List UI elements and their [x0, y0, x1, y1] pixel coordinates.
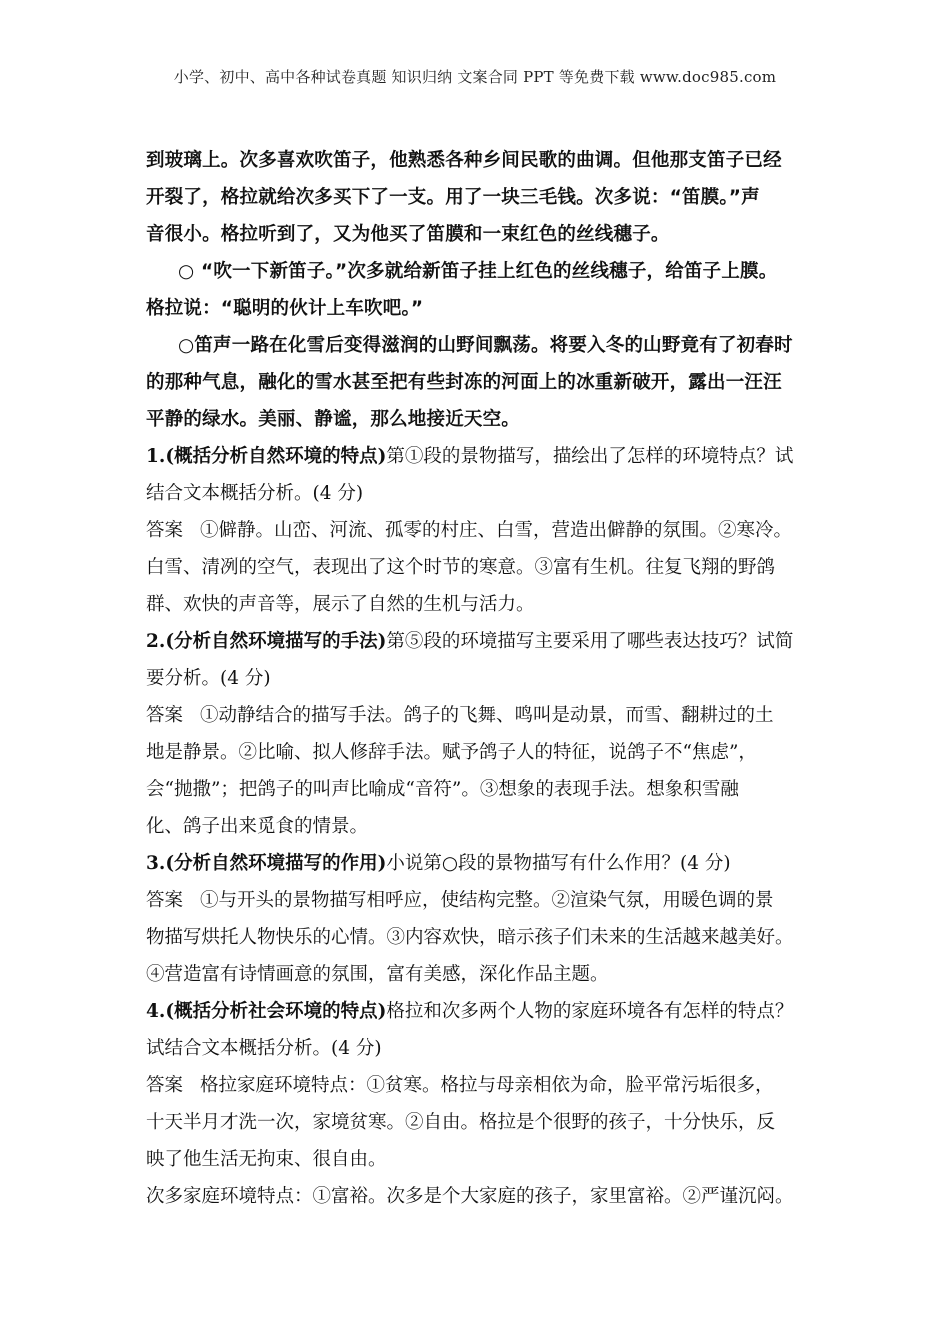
question-prompt: 1.(概括分析自然环境的特点)第①段的景物描写，描绘出了怎样的环境特点？试 [146, 446, 794, 467]
answer-text: ①僻静。山峦、河流、孤零的村庄、白雪，营造出僻静的氛围。②寒冷。 [200, 520, 793, 541]
answer-text: 物描写烘托人物快乐的心情。③内容欢快，暗示孩子们未来的生活越来越美好。 [146, 927, 794, 948]
answer-text: 地是静景。②比喻、拟人修辞手法。赋予鸽子人的特征，说鸽子不“焦虑”， [146, 742, 757, 763]
answer-text: 格拉家庭环境特点：①贫寒。格拉与母亲相依为命，脸平常污垢很多， [200, 1075, 774, 1096]
answer-line [146, 1067, 822, 1104]
question-text-cont: 试结合文本概括分析。(4 分) [146, 1038, 382, 1059]
question-4 [146, 993, 822, 1215]
text-line: ○ “吹一下新笛子。”次多就给新笛子挂上红色的丝线穗子，给笛子上膜。 [178, 261, 778, 282]
question-1 [146, 438, 822, 623]
answer-text: 映了他生活无拘束、很自由。 [146, 1149, 387, 1170]
question-tag: (分析自然环境描写的手法) [165, 631, 387, 652]
answer-label: 答案 [146, 1075, 184, 1096]
question-tag: (概括分析社会环境的特点) [165, 1001, 387, 1022]
story-paragraph-2 [146, 253, 822, 327]
answer-label: 答案 [146, 520, 184, 541]
text-line: 到玻璃上。次多喜欢吹笛子，他熟悉各种乡间民歌的曲调。但他那支笛子已经 [146, 150, 782, 171]
question-text: 第①段的景物描写，描绘出了怎样的环境特点？试 [386, 446, 794, 467]
answer-text: 化、鸽子出来觅食的情景。 [146, 816, 369, 837]
question-text-cont: 结合文本概括分析。(4 分) [146, 483, 364, 504]
question-number: 4 [146, 1001, 159, 1022]
question-prompt: 3.(分析自然环境描写的作用)小说第○段的景物描写有什么作用？(4 分) [146, 853, 731, 874]
text-line: 开裂了，格拉就给次多买下了一支。用了一块三毛钱。次多说：“笛膜。”声 [146, 187, 760, 208]
answer-label: 答案 [146, 705, 184, 726]
answer-line [146, 512, 822, 549]
question-text: 小说第○段的景物描写有什么作用？(4 分) [386, 853, 731, 874]
answer-text: ④营造富有诗情画意的氛围，富有美感，深化作品主题。 [146, 964, 609, 985]
question-3 [146, 845, 822, 993]
question-prompt: 2.(分析自然环境描写的手法)第⑤段的环境描写主要采用了哪些表达技巧？试简 [146, 631, 794, 652]
page-header-banner: 小学、初中、高中各种试卷真题 知识归纳 文案合同 PPT 等免费下载 www.doc985.com [173, 68, 777, 86]
question-text-cont: 要分析。(4 分) [146, 668, 271, 689]
answer-line [146, 882, 822, 919]
question-tag: (概括分析自然环境的特点) [165, 446, 387, 467]
question-number: 3 [146, 853, 159, 874]
question-prompt: 4.(概括分析社会环境的特点)格拉和次多两个人物的家庭环境各有怎样的特点？ [146, 1001, 794, 1022]
answer-text: 群、欢快的声音等，展示了自然的生机与活力。 [146, 594, 535, 615]
story-paragraph-1 [146, 142, 822, 253]
question-number: 1 [146, 446, 159, 467]
question-text: 第⑤段的环境描写主要采用了哪些表达技巧？试简 [386, 631, 794, 652]
story-paragraph-3 [146, 327, 822, 438]
text-line: 的那种气息，融化的雪水甚至把有些封冻的河面上的冰重新破开，露出一汪汪 [146, 372, 782, 393]
document-body [146, 142, 822, 1215]
answer-text: 白雪、清冽的空气，表现出了这个时节的寒意。③富有生机。往复飞翔的野鸽 [146, 557, 776, 578]
question-2 [146, 623, 822, 845]
text-line: 音很小。格拉听到了，又为他买了笛膜和一束红色的丝线穗子。 [146, 224, 670, 245]
text-line: 格拉说：“聪明的伙计上车吹吧。” [146, 298, 424, 319]
answer-text: 十天半月才洗一次，家境贫寒。②自由。格拉是个很野的孩子，十分快乐，反 [146, 1112, 776, 1133]
answer-text: 会“抛撒”；把鸽子的叫声比喻成“音符”。③想象的表现手法。想象积雪融 [146, 779, 739, 800]
text-line: ○笛声一路在化雪后变得滋润的山野间飘荡。将要入冬的山野竟有了初春时 [178, 335, 793, 356]
answer-text: 次多家庭环境特点：①富裕。次多是个大家庭的孩子，家里富裕。②严谨沉闷。 [146, 1186, 794, 1207]
text-line: 平静的绿水。美丽、静谧，那么地接近天空。 [146, 409, 521, 430]
answer-text: ①动静结合的描写手法。鸽子的飞舞、鸣叫是动景，而雪、翻耕过的土 [200, 705, 774, 726]
answer-text: ①与开头的景物描写相呼应，使结构完整。②渲染气氛，用暖色调的景 [200, 890, 774, 911]
answer-line [146, 697, 822, 734]
answer-label: 答案 [146, 890, 184, 911]
question-text: 格拉和次多两个人物的家庭环境各有怎样的特点？ [386, 1001, 794, 1022]
question-tag: (分析自然环境描写的作用) [165, 853, 387, 874]
question-number: 2 [146, 631, 159, 652]
